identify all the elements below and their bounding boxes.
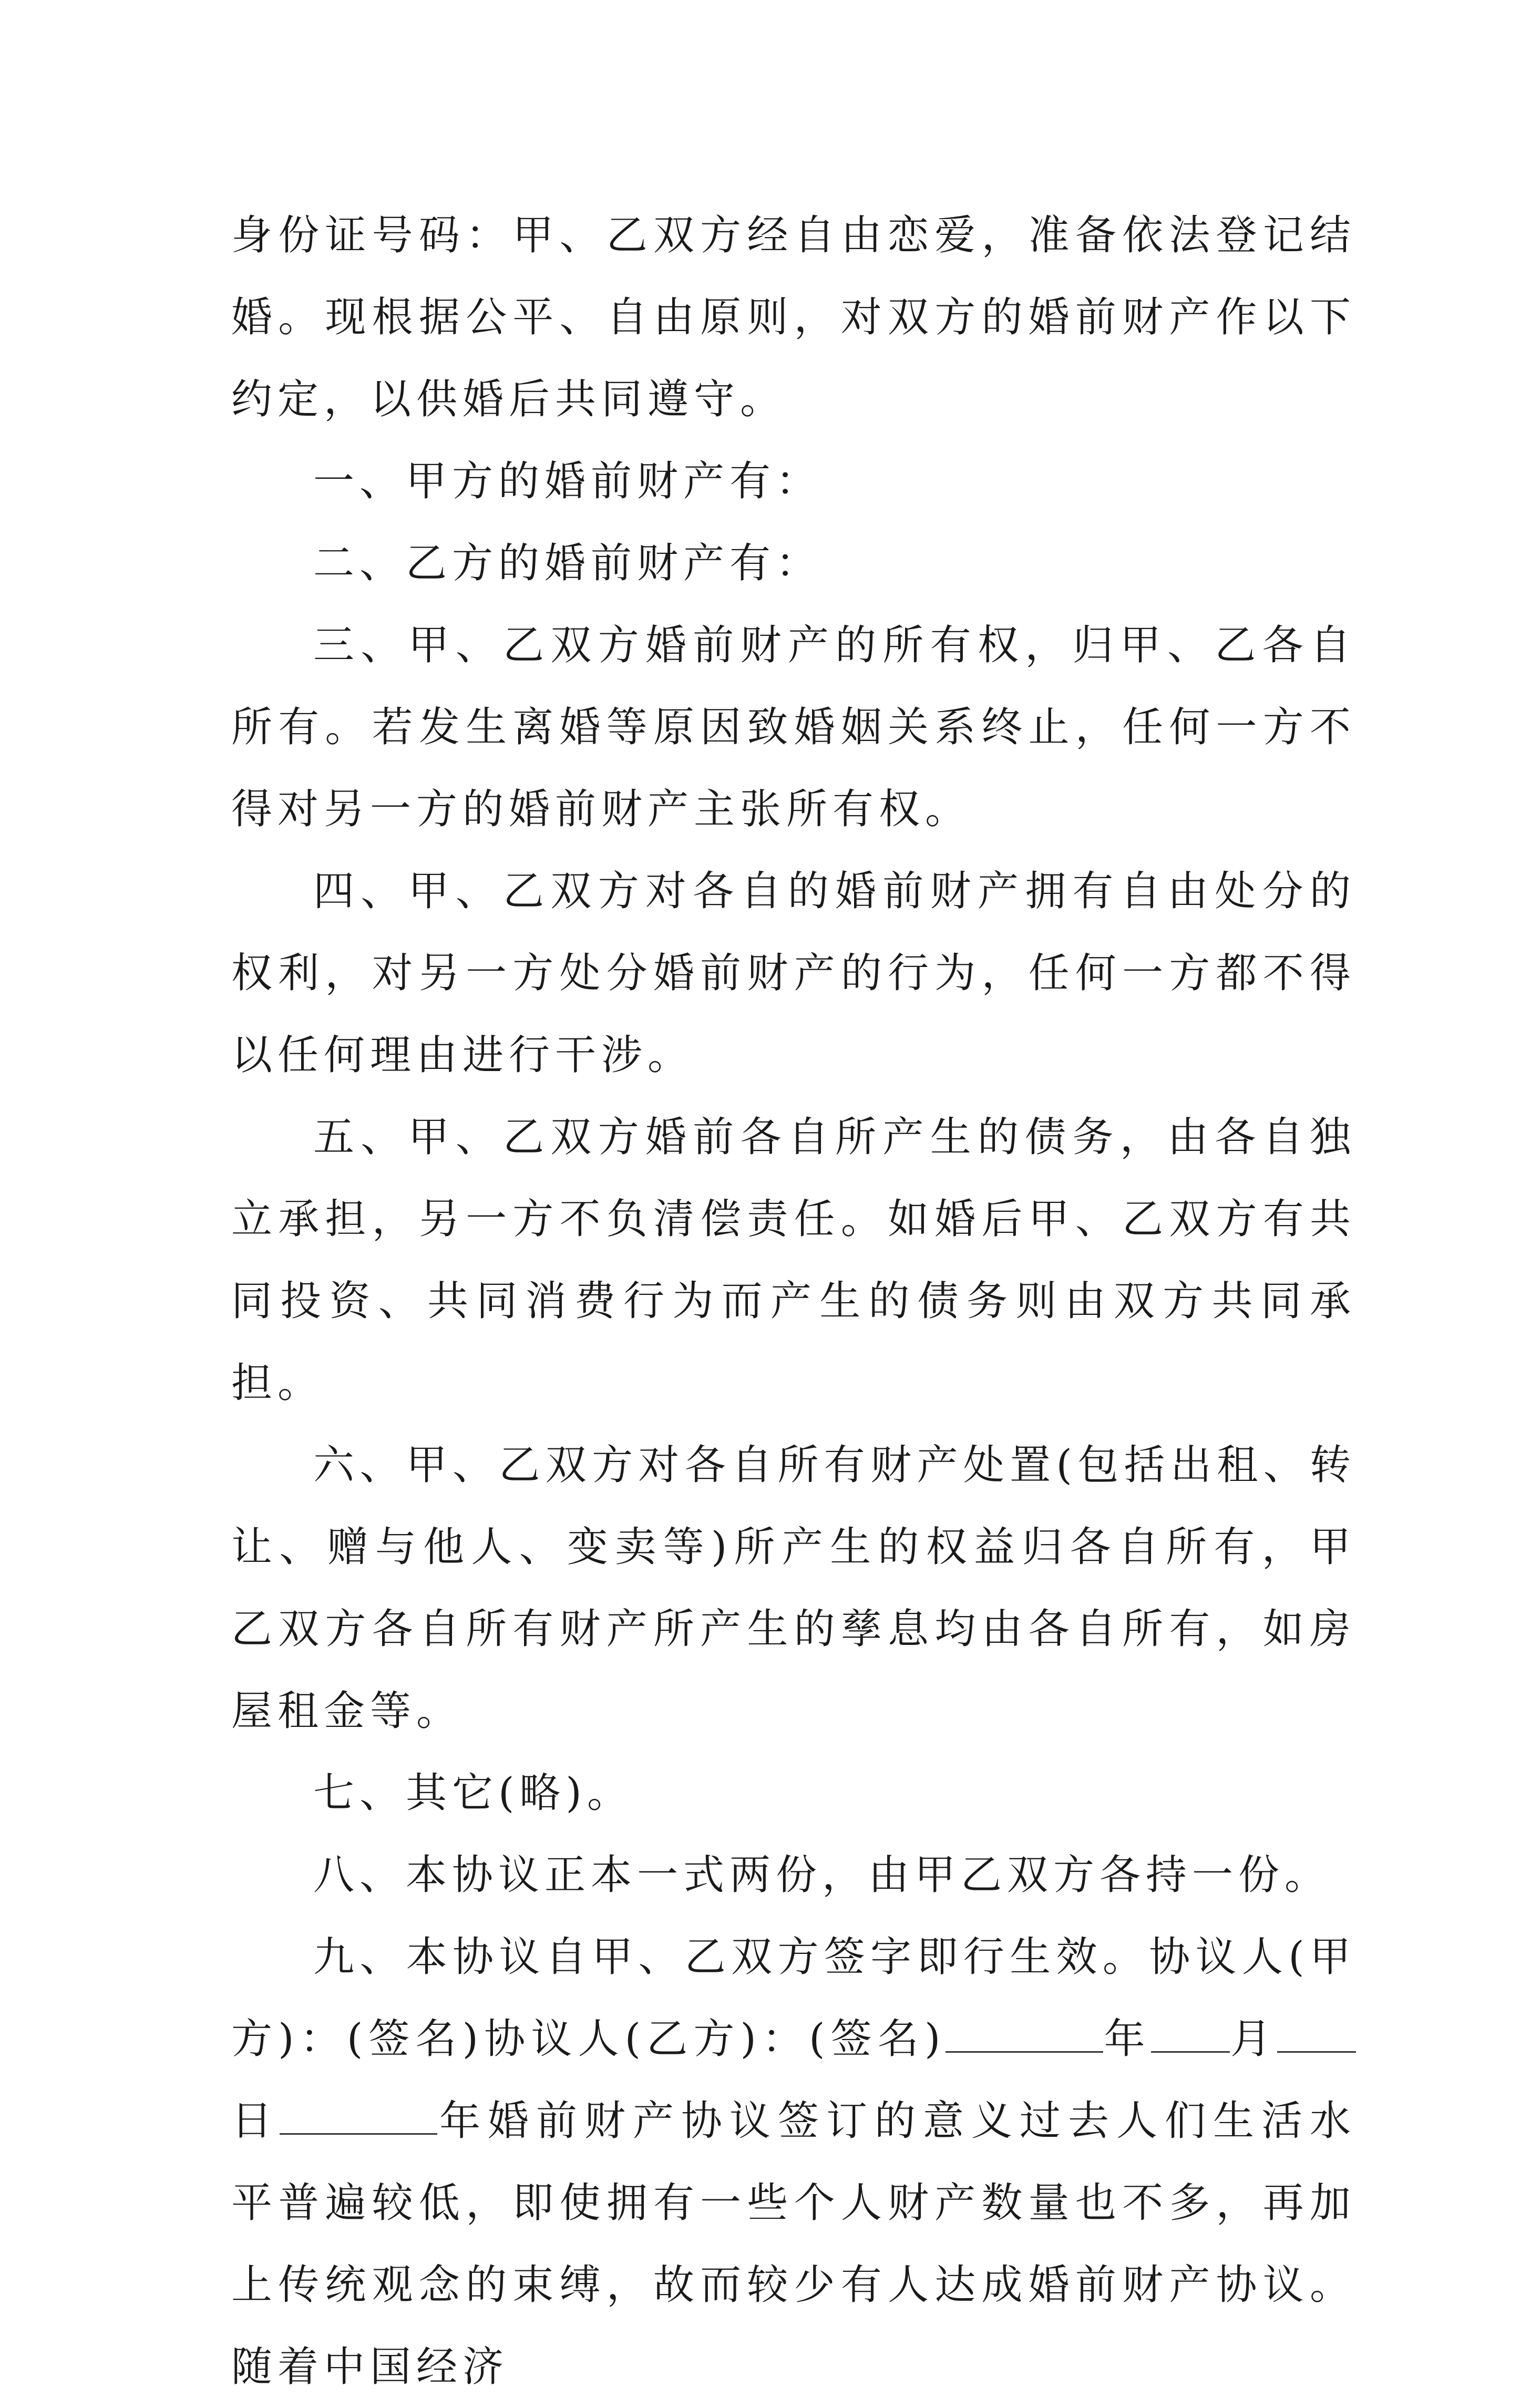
paragraph [231, 1752, 1356, 1834]
blank-line [1277, 2014, 1356, 2053]
paragraph-text: 九、本协议自甲、乙双方签字即行生效。协议人(甲方)：(签名)协议人(乙方)：(签名) [231, 1933, 1356, 2063]
paragraph-text: 五、甲、乙双方婚前各自所产生的债务，由各自独立承担，另一方不负清偿责任。如婚后甲、乙双方有共同投资、共同消费行为而产生的债务则由双方共同承担。 [231, 1114, 1356, 1407]
paragraph-text: 八、本协议正本一式两份，由甲乙双方各持一份。 [313, 1851, 1331, 1899]
paragraph-text: 日 [231, 2097, 280, 2145]
blank-line [946, 2014, 1103, 2053]
paragraph [231, 194, 1356, 440]
paragraph [231, 522, 1356, 604]
paragraph-text: 身份证号码：甲、乙双方经自由恋爱，准备依法登记结婚。现根据公平、自由原则，对双方的婚前财产作以下约定，以供婚后共同遵守。 [231, 212, 1356, 423]
paragraph-text: 三、甲、乙双方婚前财产的所有权，归甲、乙各自所有。若发生离婚等原因致婚姻关系终止，任何一方不得对另一方的婚前财产主张所有权。 [231, 622, 1356, 833]
paragraph-text: 二、乙方的婚前财产有： [313, 540, 823, 587]
paragraph [231, 1916, 1356, 2408]
paragraph-text: 四、甲、乙双方对各自的婚前财产拥有自由处分的权利，对另一方处分婚前财产的行为，任何一方都不得以任何理由进行干涉。 [231, 868, 1356, 1079]
paragraph-text: 七、其它(略)。 [313, 1769, 633, 1817]
paragraph-text: 一、甲方的婚前财产有： [313, 458, 823, 505]
paragraph-text: 年 [1103, 2015, 1151, 2063]
paragraph [231, 604, 1356, 850]
paragraph [231, 850, 1356, 1096]
paragraph-text: 月 [1229, 2015, 1277, 2063]
paragraph [231, 440, 1356, 522]
paragraph [231, 1424, 1356, 1752]
paragraph-text: 六、甲、乙双方对各自所有财产处置(包括出租、转让、赠与他人、变卖等)所产生的权益归各自所有，甲乙双方各自所有财产所产生的孳息均由各自所有，如房屋租金等。 [231, 1442, 1356, 1735]
paragraph [231, 1096, 1356, 1424]
paragraph-text: 年婚前财产协议签订的意义过去人们生活水平普遍较低，即使拥有一些个人财产数量也不多，再加上传统观念的束缚，故而较少有人达成婚前财产协议。随着中国经济 [231, 2097, 1356, 2391]
document-body [231, 194, 1356, 2408]
blank-line [1151, 2014, 1230, 2053]
blank-line [280, 2096, 437, 2135]
paragraph [231, 1834, 1356, 1916]
